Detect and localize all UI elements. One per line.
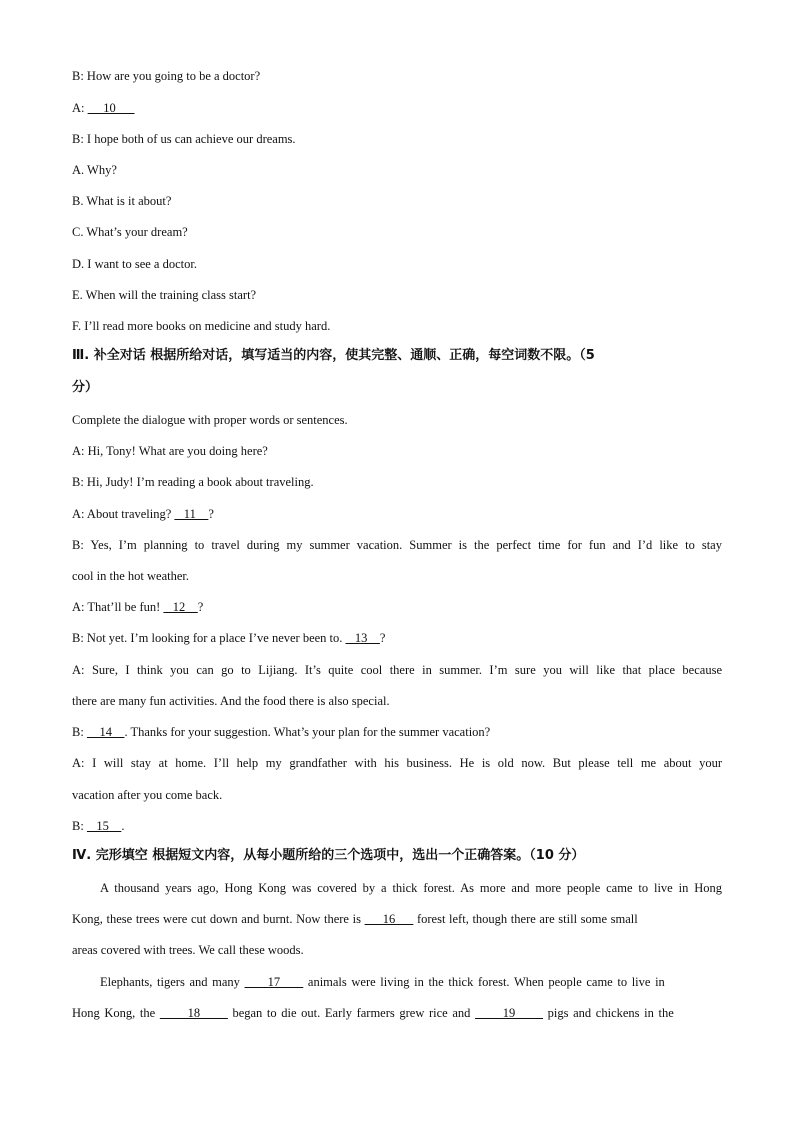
section-4-heading: Ⅳ. 完形填空 根据短文内容，从每小题所给的三个选项中，选出一个正确答案。（10 分） xyxy=(72,848,585,863)
section-3-heading: Ⅲ. 补全对话 根据所给对话，填写适当的内容，使其完整、通顺、正确，每空词数不限。（5 xyxy=(72,348,595,363)
line-text: Kong, these trees were cut down and burnt. Now there is xyxy=(72,912,361,926)
line-text: pigs and chickens in the xyxy=(547,1006,674,1020)
speaker-label: B: xyxy=(72,725,84,739)
line-text: Hong Kong, the xyxy=(72,1006,156,1020)
blank-11[interactable]: 11 xyxy=(174,507,209,521)
dialogue-line-a-stay-home: A: I will stay at home. I’ll help my grandfather with his business. He is old now. But please tell me about your xyxy=(72,756,722,770)
blank-14[interactable]: 14 xyxy=(86,725,125,739)
dialogue-line-a-12 xyxy=(72,599,203,615)
passage-line-4 xyxy=(100,974,665,990)
dialogue-line-b-15 xyxy=(72,818,124,834)
blank-18[interactable]: 18 xyxy=(159,1006,228,1020)
line-text: began to die out. Early farmers grew rice and xyxy=(232,1006,471,1020)
line-text: A: That’ll be fun! xyxy=(72,600,161,614)
line-text: B: Not yet. I’m looking for a place I’ve never been to. xyxy=(72,631,343,645)
line-text: . Thanks for your suggestion. What’s your plan for the summer vacation? xyxy=(124,725,491,739)
blank-16[interactable]: 16 xyxy=(364,912,414,926)
section-3-instruction: Complete the dialogue with proper words or sentences. xyxy=(72,413,348,427)
dialogue-line-b-doctor: B: How are you going to be a doctor? xyxy=(72,69,261,83)
option-e: E. When will the training class start? xyxy=(72,288,257,302)
dialogue-line-a-lijiang: A: Sure, I think you can go to Lijiang. It’s quite cool there in summer. I’m sure you will like that place because xyxy=(72,663,722,677)
blank-12[interactable]: 12 xyxy=(163,600,198,614)
passage-line-3: areas covered with trees. We call these woods. xyxy=(72,943,304,957)
line-text: A: About traveling? xyxy=(72,507,172,521)
passage-line-2 xyxy=(72,911,722,927)
dialogue-line-b-hi-judy: B: Hi, Judy! I’m reading a book about traveling. xyxy=(72,475,314,489)
section-3-heading-cont: 分） xyxy=(72,380,99,395)
speaker-label: A: xyxy=(72,101,85,115)
speaker-label: B: xyxy=(72,819,84,833)
dialogue-line-a-11 xyxy=(72,506,214,522)
line-text: Elephants, tigers and many xyxy=(100,975,240,989)
blank-10[interactable]: 10 xyxy=(87,101,135,115)
blank-13[interactable]: 13 xyxy=(345,631,380,645)
line-end: ? xyxy=(379,631,386,645)
option-c: C. What’s your dream? xyxy=(72,225,188,239)
dialogue-line-a-lijiang-cont: there are many fun activities. And the food there is also special. xyxy=(72,694,390,708)
option-b: B. What is it about? xyxy=(72,194,172,208)
dialogue-line-b-hope: B: I hope both of us can achieve our dreams. xyxy=(72,132,296,146)
dialogue-line-a-stay-home-cont: vacation after you come back. xyxy=(72,788,223,802)
option-f: F. I’ll read more books on medicine and study hard. xyxy=(72,319,331,333)
passage-line-5 xyxy=(72,1005,674,1021)
dialogue-line-b-13 xyxy=(72,630,385,646)
dialogue-line-b-14 xyxy=(72,724,490,740)
dialogue-line-b-planning: B: Yes, I’m planning to travel during my summer vacation. Summer is the perfect time for fun and I’d like to stay xyxy=(72,538,722,552)
dialogue-line-a-10 xyxy=(72,100,135,116)
line-end: ? xyxy=(208,507,214,521)
option-d: D. I want to see a doctor. xyxy=(72,257,197,271)
line-text: animals were living in the thick forest. When people came to live in xyxy=(307,975,665,989)
blank-15[interactable]: 15 xyxy=(86,819,122,833)
blank-19[interactable]: 19 xyxy=(475,1006,544,1020)
dialogue-line-a-hi-tony: A: Hi, Tony! What are you doing here? xyxy=(72,444,268,458)
line-end: ? xyxy=(197,600,204,614)
option-a: A. Why? xyxy=(72,163,117,177)
dialogue-line-b-planning-cont: cool in the hot weather. xyxy=(72,569,189,583)
line-text: forest left, though there are still some small xyxy=(416,912,638,926)
blank-17[interactable]: 17 xyxy=(244,975,304,989)
passage-line-1: A thousand years ago, Hong Kong was covered by a thick forest. As more and more people came to live in Hong xyxy=(100,881,722,895)
line-end: . xyxy=(121,819,125,833)
